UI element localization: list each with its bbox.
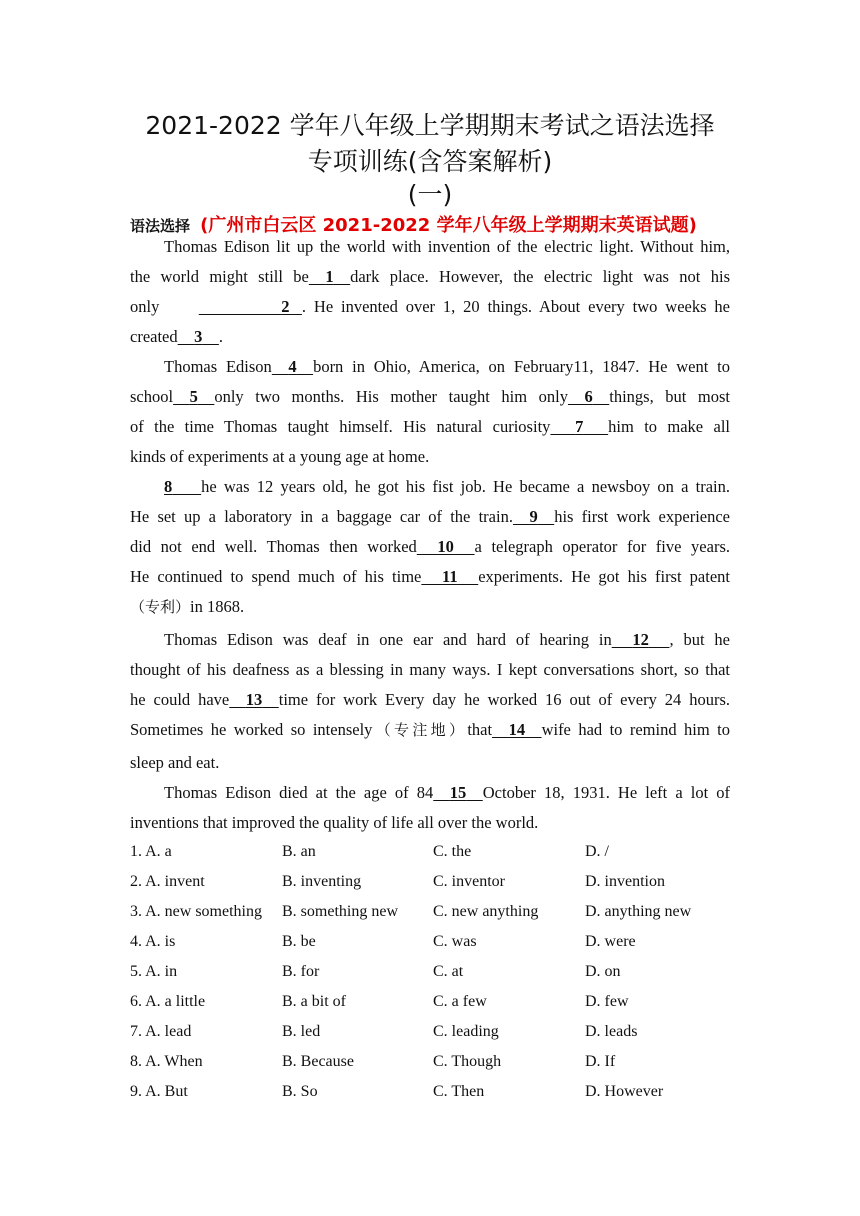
question-7-option-b: B. led [282, 1023, 321, 1040]
question-3-option-a: 3. A. new something [130, 903, 262, 920]
blank-1: 1 [325, 267, 334, 286]
question-9-option-b: B. So [282, 1083, 318, 1100]
question-8-option-a: 8. A. When [130, 1053, 203, 1070]
blank-8: 8 [164, 477, 173, 496]
passage-line: sleep and eat. [130, 753, 220, 772]
question-1-option-a: 1. A. a [130, 843, 172, 860]
passage-line: He set up a laboratory in a baggage car of the train. 9 his first work experience [130, 507, 730, 526]
question-4-option-d: D. were [585, 933, 636, 950]
passage-line: Thomas Edison was deaf in one ear and hard of hearing in 12 , but he [164, 630, 730, 649]
question-9-option-d: D. However [585, 1083, 664, 1100]
question-7-option-d: D. leads [585, 1023, 638, 1040]
question-9-option-a: 9. A. But [130, 1083, 188, 1100]
passage-line: （专利）in 1868. [130, 597, 245, 616]
question-2-option-d: D. invention [585, 873, 665, 890]
blank-12: 12 [632, 630, 649, 649]
section-heading [130, 211, 697, 237]
question-1-option-c: C. the [433, 843, 472, 860]
blank-6: 6 [584, 387, 593, 406]
passage-line: only 2 . He invented over 1, 20 things. About every two weeks he [130, 297, 730, 316]
question-2-option-b: B. inventing [282, 873, 362, 890]
section-source: (广州市白云区 2021-2022 学年八年级上学期期末英语试题) [200, 215, 697, 236]
document-title-line-3: (一) [407, 180, 453, 209]
blank-4: 4 [288, 357, 297, 376]
question-6-option-b: B. a bit of [282, 993, 346, 1010]
section-label: 语法选择 [130, 217, 191, 235]
question-9-option-c: C. Then [433, 1083, 485, 1100]
question-1-option-b: B. an [282, 843, 316, 860]
question-3-option-c: C. new anything [433, 903, 539, 920]
question-2-option-c: C. inventor [433, 873, 505, 890]
question-4-option-a: 4. A. is [130, 933, 176, 950]
question-4-option-b: B. be [282, 933, 316, 950]
blank-7: 7 [575, 417, 584, 436]
blank-15: 15 [449, 783, 467, 802]
passage-line: inventions that improved the quality of life all over the world. [130, 813, 539, 832]
question-5-option-b: B. for [282, 963, 320, 980]
passage-line: thought of his deafness as a blessing in many ways. I kept conversations short, so that [130, 660, 730, 679]
question-8-option-d: D. If [585, 1053, 616, 1070]
document-title-line-1: 2021-2022 学年八年级上学期期末考试之语法选择 [145, 111, 715, 140]
question-5-option-a: 5. A. in [130, 963, 178, 980]
blank-11: 11 [442, 567, 458, 586]
passage-line: the world might still be 1 dark place. However, the electric light was not his [130, 267, 730, 286]
passage-line: school 5 only two months. His mother taught him only 6 things, but most [130, 387, 730, 406]
blank-13: 13 [245, 690, 263, 709]
passage-line: kinds of experiments at a young age at home. [130, 447, 430, 466]
question-5-option-d: D. on [585, 963, 621, 980]
blank-10: 10 [437, 537, 454, 556]
blank-5: 5 [189, 387, 198, 406]
question-3-option-d: D. anything new [585, 903, 692, 920]
blank-3: 3 [194, 327, 203, 346]
question-7-option-c: C. leading [433, 1023, 499, 1040]
question-6-option-c: C. a few [433, 993, 487, 1010]
question-8-option-b: B. Because [282, 1053, 354, 1070]
blank-14: 14 [508, 720, 526, 739]
passage-line: of the time Thomas taught himself. His natural curiosity 7 him to make all [130, 417, 730, 436]
blank-2: 2 [281, 297, 290, 316]
passage-line: he could have 13 time for work Every day he worked 16 out of every 24 hours. [130, 690, 730, 709]
passage-line: 8 he was 12 years old, he got his fist job. He became a newsboy on a train. [164, 477, 730, 496]
document-title-line-2: 专项训练(含答案解析) [307, 147, 553, 176]
passage-line: He continued to spend much of his time 11 experiments. He got his first patent [130, 567, 730, 586]
question-5-option-c: C. at [433, 963, 464, 980]
passage-line: Thomas Edison 4 born in Ohio, America, on February11, 1847. He went to [164, 357, 730, 376]
question-4-option-c: C. was [433, 933, 477, 950]
question-6-option-a: 6. A. a little [130, 993, 206, 1010]
question-2-option-a: 2. A. invent [130, 873, 205, 890]
question-3-option-b: B. something new [282, 903, 398, 920]
passage-line: created 3 . [130, 327, 223, 346]
blank-9: 9 [529, 507, 538, 526]
question-6-option-d: D. few [585, 993, 629, 1010]
passage-line: Thomas Edison died at the age of 84 15 October 18, 1931. He left a lot of [164, 783, 730, 802]
question-1-option-d: D. / [585, 843, 609, 860]
passage-line: Thomas Edison lit up the world with invention of the electric light. Without him, [164, 237, 730, 256]
passage-line: did not end well. Thomas then worked 10 a telegraph operator for five years. [130, 537, 730, 556]
passage-line: Sometimes he worked so intensely（专注地）that 14 wife had to remind him to [130, 720, 730, 739]
question-7-option-a: 7. A. lead [130, 1023, 192, 1040]
question-8-option-c: C. Though [433, 1053, 502, 1070]
